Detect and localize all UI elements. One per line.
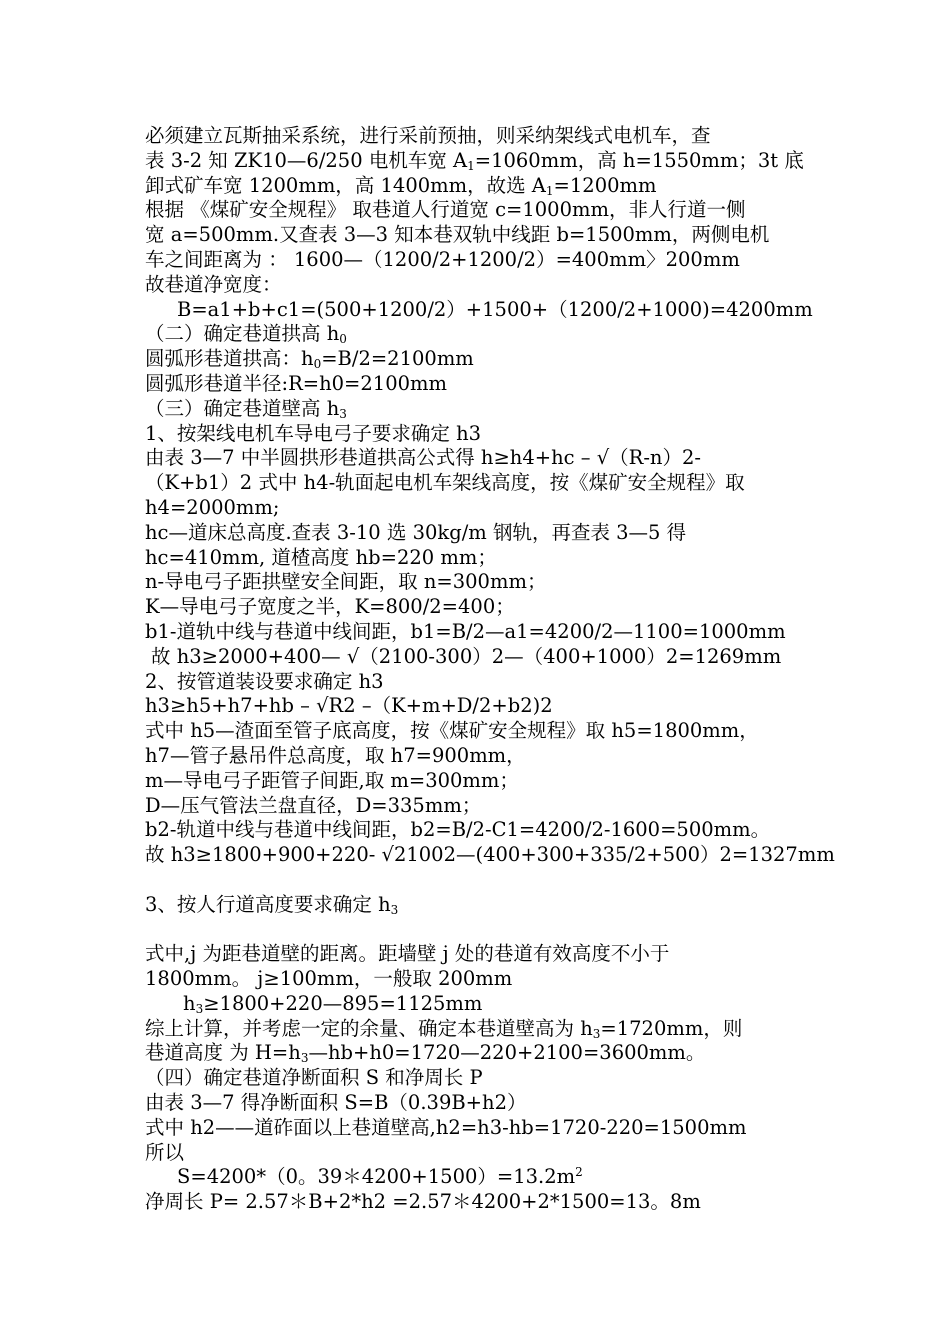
text-line: K—导电弓子宽度之半，K=800/2=400； — [145, 595, 515, 619]
text-line: 由表 3—7 得净断面积 S=B（0.39B+h2） — [145, 1091, 527, 1115]
text-line: 式中 h2——道砟面以上巷道壁高,h2=h3-hb=1720-220=1500mm — [145, 1115, 747, 1139]
text-line: 巷道高度 为 $H=h_3—hb+h0=1720—220+2100=3600mm$。 — [145, 1041, 706, 1066]
text-line: 所以 — [145, 1140, 185, 1164]
text-line: b1-道轨中线与巷道中线间距，b1=B/2—a1=4200/2—1100=1000mm — [145, 619, 786, 643]
text-line: 式中 h5—渣面至管子底高度，按《煤矿安全规程》取 h5=1800mm， — [145, 719, 759, 743]
text-line: 式中,j 为距巷道壁的距离。距墙壁 j 处的巷道有效高度不小于 — [145, 942, 670, 966]
text-line: m—导电弓子距管子间距,取 m=300mm； — [145, 768, 519, 792]
blank-line — [145, 868, 825, 893]
text-line: hc—道床总高度.查表 3-10 选 30kg/m 钢轨，再查表 3—5 得 — [145, 520, 687, 544]
text-line: 3、按人行道高度要求确定 $h_3$ — [145, 892, 399, 917]
formula-line: B=a1+b+c1=(500+1200/2）+1500+（1200/2+1000)=4200mm — [177, 297, 813, 321]
text-line: 1800mm。 j≥100mm，一般取 200mm — [145, 967, 513, 991]
text-line: （K+b1）2 式中 h4-轨面起电机车架线高度，按《煤矿安全规程》取 — [145, 471, 745, 495]
section-heading: （二）确定巷道拱高 $h_0$ — [145, 322, 347, 347]
document-body — [145, 124, 835, 1215]
section-heading: （三）确定巷道壁高 $h_3$ — [145, 396, 347, 421]
formula-line: $h_3\ge 1800+220—895=1125mm$ — [183, 991, 483, 1016]
text-line: h4=2000mm; — [145, 495, 280, 519]
text-line: 故巷道净宽度： — [145, 272, 282, 296]
text-line: D—压气管法兰盘直径，D=335mm； — [145, 793, 482, 817]
text-line: 综上计算，并考虑一定的余量、确定本巷道壁高为 $h_3=1720mm$，则 — [145, 1016, 743, 1041]
text-line: h7—管子悬吊件总高度，取 h7=900mm， — [145, 743, 526, 767]
formula-line: S=4200*（0。$39*4200+1500)=13.2m^2$ — [177, 1165, 583, 1189]
text-line: n-导电弓子距拱壁安全间距，取 n=300mm； — [145, 570, 547, 594]
text-line: 表 3-2 知 ZK10—6/250 电机车宽 $A_1=1060mm$，高 h=1550mm；3t 底 — [145, 148, 804, 173]
formula-line: 故 h3≥2000+400— √（2100-300）2—（400+1000）2=1269mm — [151, 644, 782, 668]
text-line: 圆弧形巷道半径:R=h0=2100mm — [145, 371, 448, 395]
text-line: 圆弧形巷道拱高：$h_0=B/2=2100mm$ — [145, 347, 474, 372]
text-line: 宽 a=500mm.又查表 3—3 知本巷双轨中线距 b=1500mm，两侧电机 — [145, 223, 770, 247]
text-line: 2、按管道装设要求确定 h3 — [145, 669, 384, 693]
text-line: 由表 3—7 中半圆拱形巷道拱高公式得 h≥h4+hc – √（R-n）2- — [145, 446, 701, 470]
text-line: 卸式矿车宽 1200mm，高 1400mm，故选 $A_1=1200mm$ — [145, 173, 657, 198]
section-heading: （四）确定巷道净断面积 S 和净周长 P — [145, 1066, 483, 1090]
text-line: 车之间距离为 ： 1600—（1200/2+1200/2）=400mm〉200mm — [145, 247, 740, 271]
text-line: 必须建立瓦斯抽采系统，进行采前预抽，则采纳架线式电机车，查 — [145, 124, 711, 147]
text-line: 净周长 P= 2.57＊B+2*h2 =2.57＊4200+2*1500=13。8m — [145, 1190, 701, 1214]
text-line: 1、按架线电机车导电弓子要求确定 h3 — [145, 421, 482, 445]
text-line: b2-轨道中线与巷道中线间距，b2=B/2-C1=4200/2-1600=500mm。 — [145, 818, 771, 842]
formula-line: h3≥h5+h7+hb – √R2 –（K+m+D/2+b2)2 — [145, 694, 553, 718]
blank-line — [145, 918, 825, 943]
text-line: hc=410mm, 道楂高度 hb=220 mm； — [145, 545, 497, 569]
formula-line: 故 h3≥1800+900+220- √21002—(400+300+335/2+500）2=1327mm — [145, 843, 835, 867]
text-line: 根据 《煤矿安全规程》 取巷道人行道宽 c=1000mm，非人行道一侧 — [145, 198, 746, 222]
